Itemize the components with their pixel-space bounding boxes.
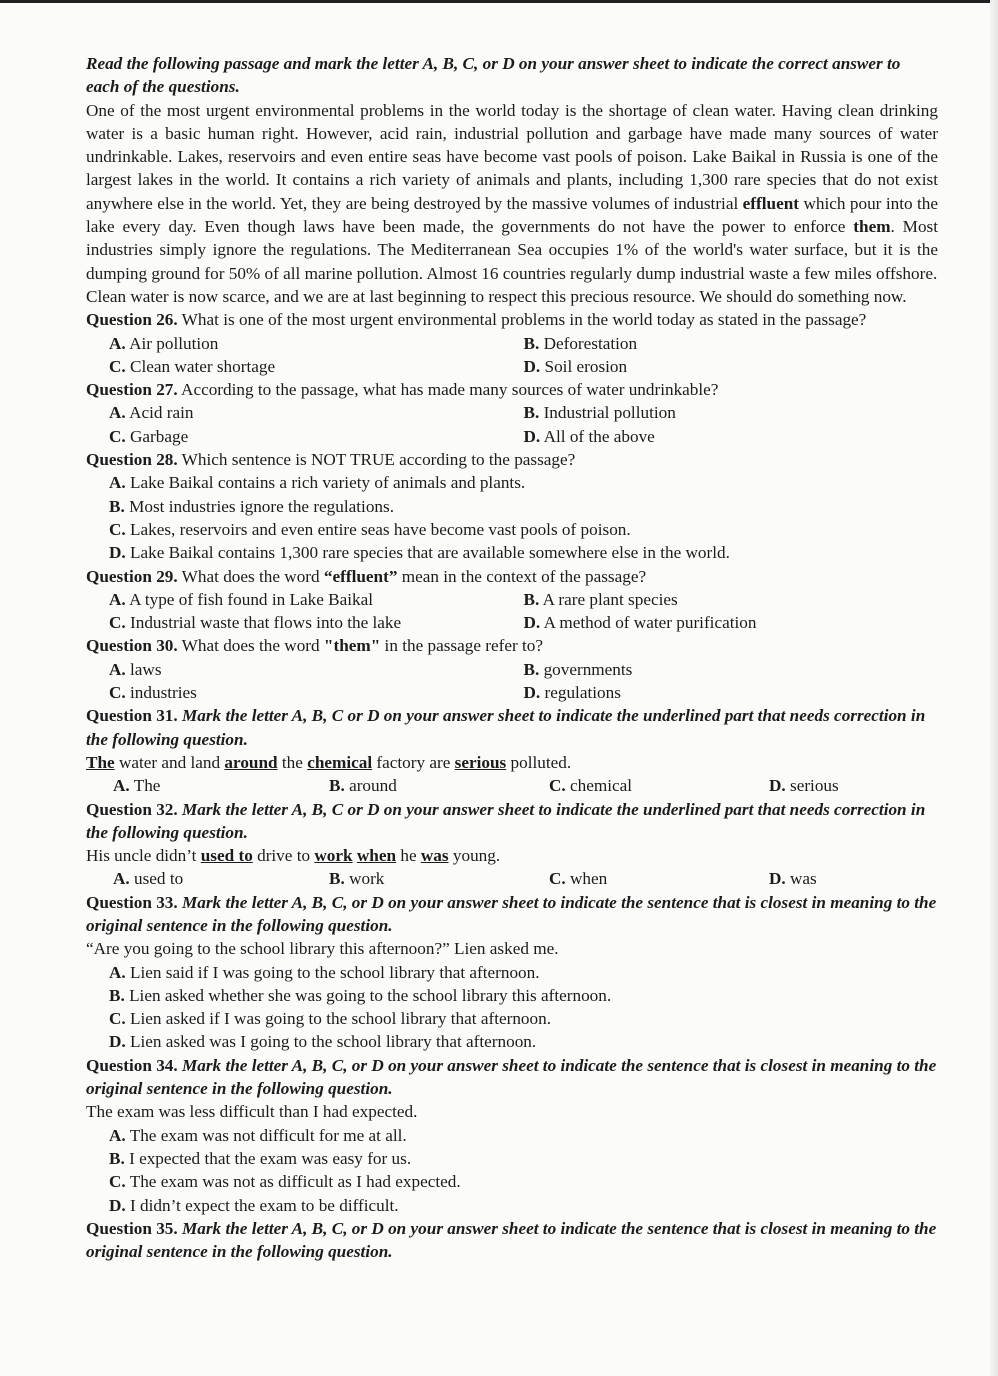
option-a[interactable]: A. The exam was not difficult for me at all. xyxy=(109,1125,407,1145)
question-33: Question 33. Mark the letter A, B, C, or D on your answer sheet to indicate the sentence that is closest in meaning to the original sentence in the following question. “Are you going to the school library this afternoon?” Lien asked me. A. Lien said if I was going to the school library that afternoon. B. Lien asked whether she was going to the school library this afternoon. C. Lien asked if I was going to the school library that afternoon. D. Lien asked was I going to the school library that afternoon. xyxy=(86,891,938,1054)
option-c[interactable]: C. industries xyxy=(109,683,197,703)
option-b[interactable]: B. work xyxy=(329,869,385,889)
question-30: Question 30. What does the word "them" in the passage refer to? A. laws B. governments C. industries D. regulations xyxy=(86,634,938,704)
page-right-edge xyxy=(990,0,998,1376)
word-them: them xyxy=(853,217,891,237)
option-d[interactable]: D. All of the above xyxy=(523,426,655,446)
option-b[interactable]: B. Deforestation xyxy=(523,333,638,353)
option-b[interactable]: B. A rare plant species xyxy=(523,589,678,609)
exam-page xyxy=(86,52,938,1263)
option-b[interactable]: B. around xyxy=(329,776,397,796)
option-b[interactable]: B. I expected that the exam was easy for us. xyxy=(109,1148,412,1168)
option-d[interactable]: D. A method of water purification xyxy=(523,613,757,633)
option-c[interactable]: C. The exam was not as difficult as I had expected. xyxy=(109,1172,461,1192)
question-35: Question 35. Mark the letter A, B, C, or D on your answer sheet to indicate the sentence that is closest in meaning to the original sentence in the following question. xyxy=(86,1218,937,1262)
option-a[interactable]: A. Lake Baikal contains a rich variety of animals and plants. xyxy=(109,473,526,493)
passage-instruction: Read the following passage and mark the letter A, B, C, or D on your answer sheet to indicate the correct answer to each of the questions. xyxy=(86,54,901,97)
option-c[interactable]: C. Lien asked if I was going to the school library that afternoon. xyxy=(109,1009,551,1029)
option-d[interactable]: D. I didn’t expect the exam to be difficult. xyxy=(109,1195,399,1215)
option-c[interactable]: C. when xyxy=(549,869,608,889)
option-a[interactable]: A. laws xyxy=(109,659,162,679)
option-a[interactable]: A. Air pollution xyxy=(109,333,219,353)
question-29: Question 29. What does the word “effluent” mean in the context of the passage? A. A type of fish found in Lake Baikal B. A rare plant species C. Industrial waste that flows into the lake D. A method of water purification xyxy=(86,565,938,635)
option-b[interactable]: B. Lien asked whether she was going to the school library this afternoon. xyxy=(109,985,612,1005)
option-d[interactable]: D. Lake Baikal contains 1,300 rare species that are available somewhere else in the world. xyxy=(109,543,730,563)
option-c[interactable]: C. Clean water shortage xyxy=(109,356,276,376)
question-26 xyxy=(86,308,938,378)
word-effluent: effluent xyxy=(742,193,799,213)
option-a[interactable]: A. The xyxy=(113,776,161,796)
question-32: Question 32. Mark the letter A, B, C or D on your answer sheet to indicate the underlined part that needs correction in the following question. His uncle didn’t used to drive to work when he was young. A. used to B. work C. when D. was xyxy=(86,798,938,891)
option-b[interactable]: B. governments xyxy=(523,659,633,679)
question-34: Question 34. Mark the letter A, B, C, or D on your answer sheet to indicate the sentence that is closest in meaning to the original sentence in the following question. The exam was less difficult than I had expected. A. The exam was not difficult for me at all. B. I expected that the exam was easy for us. C. The exam was not as difficult as I had expected. D. I didn’t expect the exam to be difficult. xyxy=(86,1054,938,1217)
option-d[interactable]: D. serious xyxy=(769,776,839,796)
option-a[interactable]: A. Acid rain xyxy=(109,403,194,423)
page-top-edge xyxy=(0,0,998,3)
option-d[interactable]: D. was xyxy=(769,869,817,889)
option-c[interactable]: C. Garbage xyxy=(109,426,189,446)
question-31: Question 31. Mark the letter A, B, C or D on your answer sheet to indicate the underlined part that needs correction in the following question. The water and land around the chemical factory are serious polluted. A. The B. around C. chemical D. serious xyxy=(86,704,938,797)
option-b[interactable]: B. Most industries ignore the regulations. xyxy=(109,496,395,516)
option-d[interactable]: D. regulations xyxy=(523,683,621,703)
question-number: Question 26. xyxy=(86,310,178,330)
question-28: Question 28. Which sentence is NOT TRUE according to the passage? A. Lake Baikal contains a rich variety of animals and plants. B. Most industries ignore the regulations. C. Lakes, reservoirs and even entire seas have become vast pools of poison. D. Lake Baikal contains 1,300 rare species that are available somewhere else in the world. xyxy=(86,448,938,564)
option-c[interactable]: C. Industrial waste that flows into the lake xyxy=(109,613,402,633)
option-a[interactable]: A. Lien said if I was going to the school library that afternoon. xyxy=(109,962,540,982)
question-sentence: His uncle didn’t used to drive to work when he was young. xyxy=(86,846,501,866)
question-27: Question 27. According to the passage, what has made many sources of water undrinkable? A. Acid rain B. Industrial pollution C. Garbage D. All of the above xyxy=(86,378,938,448)
passage-paragraph-2: Clean water is now scarce, and we are at last beginning to respect this precious resource. We should do something now. xyxy=(86,286,907,306)
option-b[interactable]: B. Industrial pollution xyxy=(523,403,676,423)
passage-paragraph-1: One of the most urgent environmental problems in the world today is the shortage of clean water. Having clean drinking water is a basic human right. However, acid rain, industrial pollution and garbage have made many sources of water undrinkable. Lakes, reservoirs and even entire seas have become vast pools of poison. Lake Baikal in Russia is one of the largest lakes in the world. It contains a rich variety of animals and plants, including 1,300 rare species that do not exist anywhere else in the world. Yet, they are being destroyed by the massive volumes of industrial effluent which pour into the lake every day. Even though laws have been made, the governments do not have the power to enforce them. Most industries simply ignore the regulations. The Mediterranean Sea occupies 1% of the world's water surface, but it is the dumping ground for 50% of all marine pollution. Almost 16 countries regularly dump industrial waste a few miles offshore. xyxy=(86,100,939,283)
question-sentence: The water and land around the chemical factory are serious polluted. xyxy=(86,752,572,772)
option-a[interactable]: A. A type of fish found in Lake Baikal xyxy=(109,589,373,609)
original-sentence: The exam was less difficult than I had expected. xyxy=(86,1102,418,1122)
option-d[interactable]: D. Soil erosion xyxy=(523,356,628,376)
option-d[interactable]: D. Lien asked was I going to the school library that afternoon. xyxy=(109,1032,537,1052)
question-text: What is one of the most urgent environmental problems in the world today as stated in the passage? xyxy=(177,310,867,330)
original-sentence: “Are you going to the school library this afternoon?” Lien asked me. xyxy=(86,939,559,959)
option-a[interactable]: A. used to xyxy=(113,869,184,889)
option-c[interactable]: C. Lakes, reservoirs and even entire seas have become vast pools of poison. xyxy=(109,519,631,539)
option-c[interactable]: C. chemical xyxy=(549,776,633,796)
